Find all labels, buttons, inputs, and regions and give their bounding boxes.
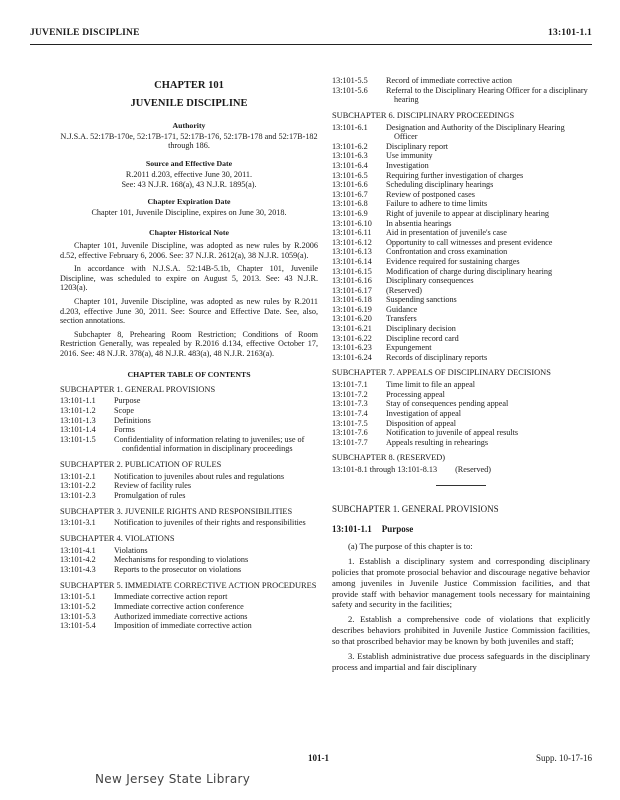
separator-rule <box>436 485 486 486</box>
toc-entry <box>332 286 590 296</box>
toc-entry <box>332 228 590 238</box>
toc-entry-number: 13:101-6.4 <box>332 160 368 170</box>
chapter-number: CHAPTER 101 <box>154 80 224 91</box>
toc-entry-title: Forms <box>114 425 135 435</box>
toc-entry <box>332 257 590 267</box>
toc-entry-number: 13:101-7.6 <box>332 428 368 438</box>
source-heading: Source and Effective Date <box>145 158 233 168</box>
toc-entry <box>332 219 590 229</box>
toc-entry-number: 13:101-6.24 <box>332 352 372 362</box>
toc-entry-number: 13:101-6.9 <box>332 208 368 218</box>
toc-entry-number: 13:101-6.19 <box>332 304 372 314</box>
toc-entry <box>332 76 590 86</box>
toc-entry-number: 13:101-6.15 <box>332 266 372 276</box>
toc-entry-number: 13:101-7.7 <box>332 437 368 447</box>
toc-subchapter-title: SUBCHAPTER 6. DISCIPLINARY PROCEEDINGS <box>332 110 515 120</box>
page-number: 101-1 <box>308 753 329 763</box>
toc-entry <box>332 209 590 219</box>
toc-entry <box>332 438 590 448</box>
header-section: 13:101-1.1 <box>548 28 592 38</box>
toc-entry-number: 13:101-6.21 <box>332 324 372 334</box>
toc-subchapter-title: SUBCHAPTER 5. IMMEDIATE CORRECTIVE ACTION PROCEDURES <box>60 580 317 590</box>
chapter-name: JUVENILE DISCIPLINE <box>130 98 248 110</box>
historical-note-2: In accordance with N.J.S.A. 52:14B-5.1b, Chapter 101, Juvenile Discipline, was scheduled to expire on August 5, 2013. See: 43 N.J.R. 1203(a). <box>60 264 318 293</box>
toc-entry <box>332 428 590 438</box>
toc-subchapter-title: SUBCHAPTER 7. APPEALS OF DISCIPLINARY DECISIONS <box>332 368 551 378</box>
toc-entry-number: 13:101-1.5 <box>60 434 96 444</box>
toc-entry-title: Definitions <box>114 415 151 425</box>
library-watermark: New Jersey State Library <box>95 772 251 786</box>
toc-entry <box>332 465 590 475</box>
toc-entry-title: Promulgation of rules <box>114 491 186 501</box>
source-citation: See: 43 N.J.R. 168(a), 43 N.J.R. 1895(a). <box>121 179 257 189</box>
toc-entry <box>332 305 590 315</box>
historical-heading: Chapter Historical Note <box>149 227 229 237</box>
toc-entry-title: Scheduling disciplinary hearings <box>386 180 494 190</box>
toc-entry-number: 13:101-7.1 <box>332 380 368 390</box>
toc-entry-title: Evidence required for sustaining charges <box>386 256 520 266</box>
toc-entry-title: Reports to the prosecutor on violations <box>114 565 242 575</box>
toc-entry-number: 13:101-5.1 <box>60 592 96 602</box>
toc-entry-title: Immediate corrective action conference <box>114 602 244 612</box>
toc-entry-title: Disciplinary decision <box>386 324 456 334</box>
toc-entry-number: 13:101-2.3 <box>60 491 96 501</box>
toc-entry-title: Requiring further investigation of charges <box>386 170 524 180</box>
toc-entry-number: 13:101-6.8 <box>332 199 368 209</box>
header-title: JUVENILE DISCIPLINE <box>30 28 140 38</box>
supplement-date: Supp. 10-17-16 <box>536 753 592 763</box>
toc-entry-title: Record of immediate corrective action <box>386 76 512 85</box>
toc-entry-title: Use immunity <box>386 151 433 161</box>
toc-entry <box>332 238 590 248</box>
toc-entry-title: Right of juvenile to appear at disciplinary hearing <box>386 208 550 218</box>
toc-entry <box>332 399 590 409</box>
toc-entry <box>60 621 318 631</box>
toc-entry-number: 13:101-1.1 <box>60 396 96 406</box>
toc-entry-number: 13:101-6.7 <box>332 189 368 199</box>
toc-entry-number: 13:101-2.1 <box>60 471 96 481</box>
toc-entry <box>332 151 590 161</box>
toc-entry <box>332 419 590 429</box>
toc-entry <box>332 390 590 400</box>
toc-right <box>332 111 590 475</box>
toc-entry-number: 13:101-5.6 <box>332 85 368 95</box>
historical-note-4: Subchapter 8, Prehearing Room Restriction; Conditions of Room Restriction Generally, was repealed by R.2016 d.134, effective October 17, 2016. See: 48 N.J.R. 378(a), 48 N.J.R. 483(a), 48 N.J.R. 2163(a). <box>60 329 318 358</box>
header-rule <box>30 44 592 45</box>
toc-entry-title: Immediate corrective action report <box>114 592 228 602</box>
body-subchapter-title: SUBCHAPTER 1. GENERAL PROVISIONS <box>332 503 499 514</box>
toc-entry-number: 13:101-6.13 <box>332 247 372 257</box>
toc-entry-title: Processing appeal <box>386 389 445 399</box>
toc-entry <box>332 123 590 142</box>
toc-entry-number: 13:101-4.1 <box>60 545 96 555</box>
toc-entry-number: 13:101-6.17 <box>332 285 372 295</box>
purpose-intro: (a) The purpose of this chapter is to: <box>348 540 473 551</box>
running-header <box>30 28 592 44</box>
toc-entry-number: 13:101-6.12 <box>332 237 372 247</box>
toc-entry-title: Transfers <box>386 314 417 324</box>
toc-entry-title: Notification to juveniles of their rights and responsibilities <box>114 518 306 528</box>
expiration-heading: Chapter Expiration Date <box>147 197 231 207</box>
toc-entry-title: Expungement <box>386 343 432 353</box>
toc-entry-number: 13:101-7.4 <box>332 409 368 419</box>
toc-entry-number: 13:101-1.3 <box>60 415 96 425</box>
toc-entry-title: Purpose <box>114 396 141 406</box>
toc-entry-title: Aid in presentation of juvenile's case <box>386 228 507 238</box>
toc-entry <box>332 161 590 171</box>
toc-entry-title: (Reserved) <box>386 285 422 295</box>
toc-entry-title: Guidance <box>386 304 418 314</box>
toc-entry-title: Records of disciplinary reports <box>386 352 488 362</box>
toc-entry-number: 13:101-6.14 <box>332 256 372 266</box>
toc-entry-title: Disciplinary report <box>386 141 449 151</box>
toc-entry <box>332 343 590 353</box>
toc-entry-title: Review of postponed cases <box>386 189 475 199</box>
toc-entry-number: 13:101-1.4 <box>60 425 96 435</box>
toc-heading: CHAPTER TABLE OF CONTENTS <box>127 369 251 379</box>
toc-entry <box>332 180 590 190</box>
toc-entry-title: In absentia hearings <box>386 218 452 228</box>
toc-entry-number: 13:101-5.2 <box>60 602 96 612</box>
toc-entry-title: Investigation <box>386 160 429 170</box>
toc-entry <box>332 142 590 152</box>
toc-entry-number: 13:101-4.3 <box>60 565 96 575</box>
toc-entry <box>60 612 318 622</box>
toc-subchapter-title: SUBCHAPTER 3. JUVENILE RIGHTS AND RESPONSIBILITIES <box>60 506 293 516</box>
toc-entry-title: Time limit to file an appeal <box>386 380 476 390</box>
toc-entry <box>60 472 318 482</box>
section-title: Purpose <box>381 524 414 535</box>
section-heading <box>332 524 590 535</box>
toc-entry-number: 13:101-6.3 <box>332 151 368 161</box>
toc-entry <box>332 314 590 324</box>
toc-entry-title: Mechanisms for responding to violations <box>114 555 249 565</box>
toc-entry <box>60 491 318 501</box>
toc-entry-number: 13:101-6.18 <box>332 295 372 305</box>
toc-entry-title: (Reserved) <box>455 465 491 475</box>
toc-entry-number: 13:101-8.1 through 13:101-8.13 <box>332 465 438 475</box>
toc-entry-title: Confrontation and cross examination <box>386 247 508 257</box>
toc-entry-title: Violations <box>114 545 148 555</box>
right-column <box>332 76 590 673</box>
toc-entry-number: 13:101-5.5 <box>332 76 368 85</box>
toc-entry <box>332 353 590 363</box>
toc-entry <box>332 324 590 334</box>
toc-entry-number: 13:101-3.1 <box>60 518 96 528</box>
toc-entry-number: 13:101-2.2 <box>60 481 96 491</box>
toc-entry-title: Scope <box>114 406 135 416</box>
authority-heading: Authority <box>172 120 206 130</box>
toc-entry <box>332 86 590 105</box>
toc-entry-number: 13:101-6.16 <box>332 276 372 286</box>
toc-entry <box>332 295 590 305</box>
toc-entry <box>60 396 318 406</box>
toc-entry <box>60 565 318 575</box>
toc-entry-number: 13:101-6.2 <box>332 141 368 151</box>
toc-entry-title: Investigation of appeal <box>386 409 462 419</box>
toc-entry <box>60 602 318 612</box>
toc-subchapter-title: SUBCHAPTER 4. VIOLATIONS <box>60 534 175 544</box>
toc-entry-number: 13:101-6.11 <box>332 228 372 238</box>
toc-entry-title: Modification of charge during disciplinary hearing <box>386 266 553 276</box>
toc-entry <box>60 546 318 556</box>
toc-entry <box>60 425 318 435</box>
historical-note-3: Chapter 101, Juvenile Discipline, was adopted as new rules by R.2011 d.203, effective June 30, 2011. See: Source and Effective Date. See, also, section annotations. <box>60 296 318 326</box>
toc-entry <box>60 435 318 454</box>
toc-entry <box>332 199 590 209</box>
toc-entry-title: Stay of consequences pending appeal <box>386 399 509 409</box>
toc-entry <box>60 555 318 565</box>
toc-entry-title: Imposition of immediate corrective action <box>114 621 252 631</box>
toc-entry <box>332 267 590 277</box>
toc-entry-title: Failure to adhere to time limits <box>386 199 488 209</box>
toc-entry-number: 13:101-6.10 <box>332 218 372 228</box>
toc-entry-number: 13:101-5.3 <box>60 611 96 621</box>
toc-entry-number: 13:101-6.22 <box>332 333 372 343</box>
toc-entry <box>332 409 590 419</box>
toc-entry-title: Designation and Authority of the Disciplinary Hearing Officer <box>386 122 565 142</box>
toc-subchapter-title: SUBCHAPTER 8. (RESERVED) <box>332 453 446 463</box>
section-number: 13:101-1.1 <box>332 524 372 535</box>
toc-entry-number: 13:101-4.2 <box>60 555 96 565</box>
toc-entry-title: Appeals resulting in rehearings <box>386 437 489 447</box>
toc-entry-title: Confidentiality of information relating to juveniles; use of confidential information in disciplinary proceedings <box>114 434 305 454</box>
toc-entry-number: 13:101-6.6 <box>332 180 368 190</box>
toc-entry-number: 13:101-5.4 <box>60 621 96 631</box>
toc-entry-number: 13:101-6.20 <box>332 314 372 324</box>
toc-entry-title: Notification to juveniles about rules and regulations <box>114 471 285 481</box>
purpose-item-3: 3. Establish administrative due process safeguards in the disciplinary process and impartial and fair disciplinary <box>332 651 590 672</box>
toc-entry-title: Referral to the Disciplinary Hearing Officer for a disciplinary hearing <box>386 85 588 105</box>
toc-entry <box>332 334 590 344</box>
toc-entry <box>60 518 318 528</box>
toc-entry <box>60 406 318 416</box>
toc-entry-title: Discipline record card <box>386 333 459 343</box>
purpose-item-2: 2. Establish a comprehensive code of violations that explicitly describes behaviors prohibited in Juvenile Justice Commission facilities, so that proscribed behavior may be known by both juveniles and staff; <box>332 614 590 647</box>
toc-entry-title: Review of facility rules <box>114 481 192 491</box>
expiration-text: Chapter 101, Juvenile Discipline, expires on June 30, 2018. <box>91 208 287 218</box>
source-text: R.2011 d.203, effective June 30, 2011. <box>125 169 253 179</box>
toc-entry-number: 13:101-7.2 <box>332 389 368 399</box>
toc-entry-title: Disciplinary consequences <box>386 276 474 286</box>
toc-entry-title: Authorized immediate corrective actions <box>114 611 248 621</box>
toc-entry-title: Suspending sanctions <box>386 295 457 305</box>
toc-entry <box>332 171 590 181</box>
toc-entry <box>332 247 590 257</box>
toc-entry-number: 13:101-6.23 <box>332 343 372 353</box>
toc-entry-title: Opportunity to call witnesses and present evidence <box>386 237 553 247</box>
toc-subchapter-title: SUBCHAPTER 2. PUBLICATION OF RULES <box>60 460 222 469</box>
toc-entry-number: 13:101-6.1 <box>332 122 368 132</box>
toc-entry-title: Disposition of appeal <box>386 418 457 428</box>
toc-left <box>60 385 318 631</box>
purpose-item-1: 1. Establish a disciplinary system and corresponding disciplinary policies that promote prosocial behavior and discourage negative behavior among juveniles in Juvenile Justice Commission facilities, and that provide staff with behavior management tools necessary for maintaining safety and security in the facilities; <box>332 555 590 610</box>
toc-entry <box>60 481 318 491</box>
toc-entry-number: 13:101-6.5 <box>332 170 368 180</box>
toc-entry-number: 13:101-1.2 <box>60 406 96 416</box>
toc-entry <box>332 276 590 286</box>
left-column <box>60 76 318 631</box>
toc-entry-number: 13:101-7.3 <box>332 399 368 409</box>
toc-entry <box>332 190 590 200</box>
toc-entry <box>60 416 318 426</box>
toc-entry <box>60 592 318 602</box>
authority-text: N.J.S.A. 52:17B-170e, 52:17B-171, 52:17B-176, 52:17B-178 and 52:17B-182 through 186. <box>60 131 318 151</box>
historical-note-1: Chapter 101, Juvenile Discipline, was adopted as new rules by R.2006 d.52, effective February 6, 2006. See: 37 N.J.R. 2612(a), 38 N.J.R. 1059(a). <box>60 240 318 260</box>
toc-entry <box>332 380 590 390</box>
toc-entry-title: Notification to juvenile of appeal results <box>386 428 519 438</box>
toc-continuation <box>332 76 590 105</box>
toc-entry-number: 13:101-7.5 <box>332 418 368 428</box>
toc-subchapter-title: SUBCHAPTER 1. GENERAL PROVISIONS <box>60 384 216 394</box>
